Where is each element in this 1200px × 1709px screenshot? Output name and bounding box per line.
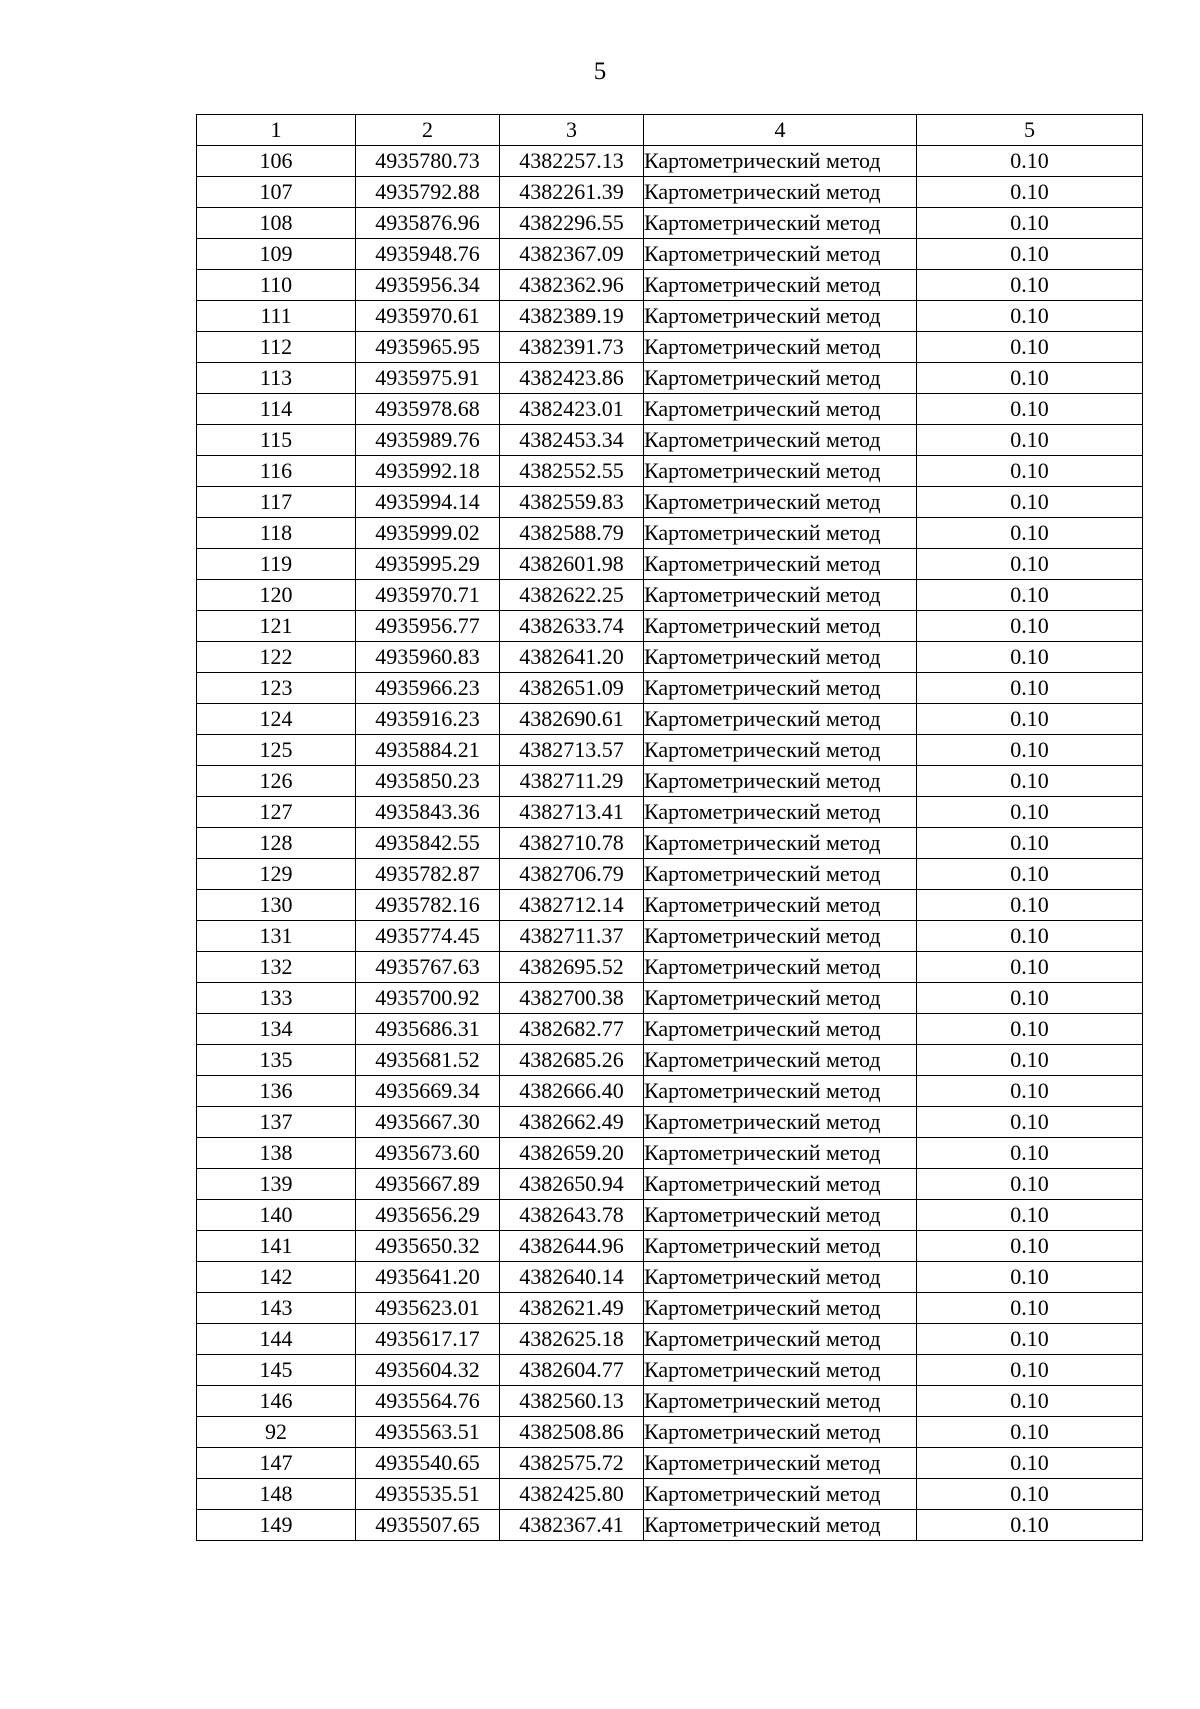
- coordinate-y-cell: 4382685.26: [500, 1045, 644, 1076]
- point-number-cell: 133: [197, 983, 356, 1014]
- point-number-cell: 138: [197, 1138, 356, 1169]
- table-row: [197, 890, 1143, 921]
- accuracy-cell: 0.10: [917, 580, 1143, 611]
- accuracy-cell: 0.10: [917, 735, 1143, 766]
- table-row: [197, 177, 1143, 208]
- method-cell: Картометрический метод: [644, 487, 917, 518]
- accuracy-cell: 0.10: [917, 487, 1143, 518]
- point-number-cell: 147: [197, 1448, 356, 1479]
- coordinate-y-cell: 4382713.57: [500, 735, 644, 766]
- point-number-cell: 129: [197, 859, 356, 890]
- method-cell: Картометрический метод: [644, 611, 917, 642]
- method-cell: Картометрический метод: [644, 580, 917, 611]
- point-number-cell: 115: [197, 425, 356, 456]
- table-row: [197, 425, 1143, 456]
- coordinate-x-cell: 4935535.51: [356, 1479, 500, 1510]
- accuracy-cell: 0.10: [917, 1262, 1143, 1293]
- coordinate-y-cell: 4382423.01: [500, 394, 644, 425]
- point-number-cell: 142: [197, 1262, 356, 1293]
- table-row: [197, 1324, 1143, 1355]
- coordinate-y-cell: 4382662.49: [500, 1107, 644, 1138]
- point-number-cell: 145: [197, 1355, 356, 1386]
- method-cell: Картометрический метод: [644, 1107, 917, 1138]
- accuracy-cell: 0.10: [917, 983, 1143, 1014]
- page-number: 5: [593, 58, 607, 85]
- coordinate-x-cell: 4935667.30: [356, 1107, 500, 1138]
- coordinate-y-cell: 4382367.41: [500, 1510, 644, 1541]
- coordinate-x-cell: 4935956.34: [356, 270, 500, 301]
- table-body: [197, 146, 1143, 1541]
- point-number-cell: 112: [197, 332, 356, 363]
- point-number-cell: 128: [197, 828, 356, 859]
- accuracy-cell: 0.10: [917, 425, 1143, 456]
- table-row: [197, 983, 1143, 1014]
- method-cell: Картометрический метод: [644, 766, 917, 797]
- point-number-cell: 118: [197, 518, 356, 549]
- table-row: [197, 704, 1143, 735]
- method-cell: Картометрический метод: [644, 1231, 917, 1262]
- accuracy-cell: 0.10: [917, 1076, 1143, 1107]
- method-cell: Картометрический метод: [644, 1479, 917, 1510]
- coordinate-y-cell: 4382650.94: [500, 1169, 644, 1200]
- coordinate-y-cell: 4382695.52: [500, 952, 644, 983]
- point-number-cell: 108: [197, 208, 356, 239]
- point-number-cell: 119: [197, 549, 356, 580]
- coordinate-y-cell: 4382622.25: [500, 580, 644, 611]
- method-cell: Картометрический метод: [644, 1200, 917, 1231]
- method-cell: Картометрический метод: [644, 1014, 917, 1045]
- table-row: [197, 1386, 1143, 1417]
- coordinate-y-cell: 4382367.09: [500, 239, 644, 270]
- accuracy-cell: 0.10: [917, 1169, 1143, 1200]
- point-number-cell: 107: [197, 177, 356, 208]
- coordinate-x-cell: 4935667.89: [356, 1169, 500, 1200]
- coordinate-y-cell: 4382588.79: [500, 518, 644, 549]
- coordinate-x-cell: 4935956.77: [356, 611, 500, 642]
- table-row: [197, 1293, 1143, 1324]
- table-row: [197, 735, 1143, 766]
- accuracy-cell: 0.10: [917, 1200, 1143, 1231]
- header-col-3: 3: [500, 115, 644, 146]
- coordinate-y-cell: 4382621.49: [500, 1293, 644, 1324]
- coordinate-x-cell: 4935673.60: [356, 1138, 500, 1169]
- method-cell: Картометрический метод: [644, 456, 917, 487]
- method-cell: Картометрический метод: [644, 239, 917, 270]
- method-cell: Картометрический метод: [644, 797, 917, 828]
- point-number-cell: 123: [197, 673, 356, 704]
- table-row: [197, 487, 1143, 518]
- method-cell: Картометрический метод: [644, 1510, 917, 1541]
- table-row: [197, 301, 1143, 332]
- coordinate-x-cell: 4935564.76: [356, 1386, 500, 1417]
- coordinate-x-cell: 4935970.61: [356, 301, 500, 332]
- method-cell: Картометрический метод: [644, 1293, 917, 1324]
- coordinate-x-cell: 4935842.55: [356, 828, 500, 859]
- accuracy-cell: 0.10: [917, 952, 1143, 983]
- coordinate-x-cell: 4935948.76: [356, 239, 500, 270]
- coordinates-table: [196, 114, 1143, 1541]
- point-number-cell: 126: [197, 766, 356, 797]
- coordinate-x-cell: 4935994.14: [356, 487, 500, 518]
- coordinate-y-cell: 4382711.37: [500, 921, 644, 952]
- point-number-cell: 144: [197, 1324, 356, 1355]
- table-row: [197, 270, 1143, 301]
- point-number-cell: 130: [197, 890, 356, 921]
- accuracy-cell: 0.10: [917, 1107, 1143, 1138]
- point-number-cell: 149: [197, 1510, 356, 1541]
- accuracy-cell: 0.10: [917, 394, 1143, 425]
- table-row: [197, 332, 1143, 363]
- coordinate-y-cell: 4382711.29: [500, 766, 644, 797]
- accuracy-cell: 0.10: [917, 177, 1143, 208]
- coordinate-y-cell: 4382423.86: [500, 363, 644, 394]
- table-row: [197, 1231, 1143, 1262]
- coordinate-x-cell: 4935995.29: [356, 549, 500, 580]
- method-cell: Картометрический метод: [644, 1386, 917, 1417]
- method-cell: Картометрический метод: [644, 425, 917, 456]
- point-number-cell: 135: [197, 1045, 356, 1076]
- coordinate-x-cell: 4935782.16: [356, 890, 500, 921]
- point-number-cell: 143: [197, 1293, 356, 1324]
- point-number-cell: 106: [197, 146, 356, 177]
- coordinate-x-cell: 4935669.34: [356, 1076, 500, 1107]
- coordinate-x-cell: 4935617.17: [356, 1324, 500, 1355]
- point-number-cell: 131: [197, 921, 356, 952]
- point-number-cell: 110: [197, 270, 356, 301]
- table-row: [197, 1510, 1143, 1541]
- method-cell: Картометрический метод: [644, 208, 917, 239]
- accuracy-cell: 0.10: [917, 859, 1143, 890]
- coordinate-x-cell: 4935965.95: [356, 332, 500, 363]
- point-number-cell: 122: [197, 642, 356, 673]
- coordinate-x-cell: 4935780.73: [356, 146, 500, 177]
- coordinate-y-cell: 4382643.78: [500, 1200, 644, 1231]
- table-row: [197, 146, 1143, 177]
- coordinate-x-cell: 4935623.01: [356, 1293, 500, 1324]
- point-number-cell: 121: [197, 611, 356, 642]
- coordinate-y-cell: 4382575.72: [500, 1448, 644, 1479]
- point-number-cell: 136: [197, 1076, 356, 1107]
- table-header-row: [197, 115, 1143, 146]
- accuracy-cell: 0.10: [917, 270, 1143, 301]
- header-col-5: 5: [917, 115, 1143, 146]
- accuracy-cell: 0.10: [917, 828, 1143, 859]
- method-cell: Картометрический метод: [644, 1138, 917, 1169]
- method-cell: Картометрический метод: [644, 394, 917, 425]
- coordinate-x-cell: 4935792.88: [356, 177, 500, 208]
- accuracy-cell: 0.10: [917, 1138, 1143, 1169]
- accuracy-cell: 0.10: [917, 1417, 1143, 1448]
- accuracy-cell: 0.10: [917, 146, 1143, 177]
- point-number-cell: 92: [197, 1417, 356, 1448]
- coordinate-x-cell: 4935681.52: [356, 1045, 500, 1076]
- table-row: [197, 859, 1143, 890]
- method-cell: Картометрический метод: [644, 301, 917, 332]
- method-cell: Картометрический метод: [644, 735, 917, 766]
- accuracy-cell: 0.10: [917, 1448, 1143, 1479]
- accuracy-cell: 0.10: [917, 1355, 1143, 1386]
- method-cell: Картометрический метод: [644, 332, 917, 363]
- point-number-cell: 125: [197, 735, 356, 766]
- point-number-cell: 127: [197, 797, 356, 828]
- point-number-cell: 117: [197, 487, 356, 518]
- coordinate-y-cell: 4382690.61: [500, 704, 644, 735]
- table-row: [197, 549, 1143, 580]
- method-cell: Картометрический метод: [644, 146, 917, 177]
- coordinate-x-cell: 4935767.63: [356, 952, 500, 983]
- table-row: [197, 828, 1143, 859]
- table-row: [197, 1107, 1143, 1138]
- accuracy-cell: 0.10: [917, 1045, 1143, 1076]
- coordinate-y-cell: 4382700.38: [500, 983, 644, 1014]
- point-number-cell: 134: [197, 1014, 356, 1045]
- point-number-cell: 148: [197, 1479, 356, 1510]
- coordinate-x-cell: 4935876.96: [356, 208, 500, 239]
- accuracy-cell: 0.10: [917, 301, 1143, 332]
- accuracy-cell: 0.10: [917, 611, 1143, 642]
- method-cell: Картометрический метод: [644, 363, 917, 394]
- method-cell: Картометрический метод: [644, 828, 917, 859]
- coordinate-y-cell: 4382640.14: [500, 1262, 644, 1293]
- accuracy-cell: 0.10: [917, 239, 1143, 270]
- coordinate-x-cell: 4935975.91: [356, 363, 500, 394]
- header-col-2: 2: [356, 115, 500, 146]
- coordinate-x-cell: 4935989.76: [356, 425, 500, 456]
- coordinate-y-cell: 4382389.19: [500, 301, 644, 332]
- table-row: [197, 797, 1143, 828]
- method-cell: Картометрический метод: [644, 1355, 917, 1386]
- coordinate-y-cell: 4382296.55: [500, 208, 644, 239]
- coordinate-y-cell: 4382604.77: [500, 1355, 644, 1386]
- coordinate-y-cell: 4382712.14: [500, 890, 644, 921]
- table-row: [197, 1138, 1143, 1169]
- method-cell: Картометрический метод: [644, 1076, 917, 1107]
- coordinate-y-cell: 4382560.13: [500, 1386, 644, 1417]
- accuracy-cell: 0.10: [917, 332, 1143, 363]
- table-row: [197, 239, 1143, 270]
- coordinate-y-cell: 4382659.20: [500, 1138, 644, 1169]
- table-row: [197, 363, 1143, 394]
- coordinate-y-cell: 4382257.13: [500, 146, 644, 177]
- method-cell: Картометрический метод: [644, 983, 917, 1014]
- point-number-cell: 137: [197, 1107, 356, 1138]
- point-number-cell: 139: [197, 1169, 356, 1200]
- accuracy-cell: 0.10: [917, 363, 1143, 394]
- coordinate-x-cell: 4935700.92: [356, 983, 500, 1014]
- table-row: [197, 394, 1143, 425]
- coordinate-x-cell: 4935782.87: [356, 859, 500, 890]
- method-cell: Картометрический метод: [644, 1448, 917, 1479]
- method-cell: Картометрический метод: [644, 642, 917, 673]
- coordinate-x-cell: 4935650.32: [356, 1231, 500, 1262]
- point-number-cell: 114: [197, 394, 356, 425]
- table-row: [197, 673, 1143, 704]
- method-cell: Картометрический метод: [644, 890, 917, 921]
- table-row: [197, 456, 1143, 487]
- coordinate-y-cell: 4382559.83: [500, 487, 644, 518]
- table-row: [197, 766, 1143, 797]
- method-cell: Картометрический метод: [644, 1045, 917, 1076]
- table-row: [197, 1448, 1143, 1479]
- coordinate-x-cell: 4935774.45: [356, 921, 500, 952]
- coordinate-x-cell: 4935540.65: [356, 1448, 500, 1479]
- table-row: [197, 580, 1143, 611]
- table-row: [197, 1355, 1143, 1386]
- method-cell: Картометрический метод: [644, 859, 917, 890]
- coordinate-y-cell: 4382633.74: [500, 611, 644, 642]
- coordinate-y-cell: 4382362.96: [500, 270, 644, 301]
- accuracy-cell: 0.10: [917, 704, 1143, 735]
- coordinate-y-cell: 4382601.98: [500, 549, 644, 580]
- accuracy-cell: 0.10: [917, 1324, 1143, 1355]
- accuracy-cell: 0.10: [917, 673, 1143, 704]
- coordinate-x-cell: 4935978.68: [356, 394, 500, 425]
- accuracy-cell: 0.10: [917, 642, 1143, 673]
- coordinate-x-cell: 4935563.51: [356, 1417, 500, 1448]
- accuracy-cell: 0.10: [917, 1293, 1143, 1324]
- coordinate-x-cell: 4935686.31: [356, 1014, 500, 1045]
- table-row: [197, 1479, 1143, 1510]
- method-cell: Картометрический метод: [644, 952, 917, 983]
- table-row: [197, 921, 1143, 952]
- coordinate-x-cell: 4935656.29: [356, 1200, 500, 1231]
- point-number-cell: 132: [197, 952, 356, 983]
- coordinate-x-cell: 4935960.83: [356, 642, 500, 673]
- accuracy-cell: 0.10: [917, 456, 1143, 487]
- point-number-cell: 109: [197, 239, 356, 270]
- coordinate-y-cell: 4382453.34: [500, 425, 644, 456]
- method-cell: Картометрический метод: [644, 1324, 917, 1355]
- table-row: [197, 952, 1143, 983]
- coordinate-y-cell: 4382682.77: [500, 1014, 644, 1045]
- coordinate-y-cell: 4382425.80: [500, 1479, 644, 1510]
- coordinate-x-cell: 4935992.18: [356, 456, 500, 487]
- coordinate-x-cell: 4935507.65: [356, 1510, 500, 1541]
- coordinate-x-cell: 4935916.23: [356, 704, 500, 735]
- point-number-cell: 111: [197, 301, 356, 332]
- coordinate-x-cell: 4935850.23: [356, 766, 500, 797]
- accuracy-cell: 0.10: [917, 1479, 1143, 1510]
- method-cell: Картометрический метод: [644, 1169, 917, 1200]
- method-cell: Картометрический метод: [644, 704, 917, 735]
- accuracy-cell: 0.10: [917, 890, 1143, 921]
- method-cell: Картометрический метод: [644, 1262, 917, 1293]
- accuracy-cell: 0.10: [917, 518, 1143, 549]
- table-row: [197, 1076, 1143, 1107]
- coordinate-x-cell: 4935966.23: [356, 673, 500, 704]
- coordinate-y-cell: 4382644.96: [500, 1231, 644, 1262]
- accuracy-cell: 0.10: [917, 549, 1143, 580]
- coordinate-y-cell: 4382651.09: [500, 673, 644, 704]
- accuracy-cell: 0.10: [917, 1014, 1143, 1045]
- table-row: [197, 1417, 1143, 1448]
- method-cell: Картометрический метод: [644, 549, 917, 580]
- accuracy-cell: 0.10: [917, 921, 1143, 952]
- coordinate-x-cell: 4935843.36: [356, 797, 500, 828]
- coordinate-y-cell: 4382508.86: [500, 1417, 644, 1448]
- method-cell: Картометрический метод: [644, 518, 917, 549]
- coordinate-y-cell: 4382710.78: [500, 828, 644, 859]
- coordinate-y-cell: 4382552.55: [500, 456, 644, 487]
- accuracy-cell: 0.10: [917, 766, 1143, 797]
- method-cell: Картометрический метод: [644, 177, 917, 208]
- coordinate-x-cell: 4935970.71: [356, 580, 500, 611]
- coordinate-y-cell: 4382641.20: [500, 642, 644, 673]
- coordinate-y-cell: 4382666.40: [500, 1076, 644, 1107]
- header-col-1: 1: [197, 115, 356, 146]
- method-cell: Картометрический метод: [644, 673, 917, 704]
- accuracy-cell: 0.10: [917, 1510, 1143, 1541]
- accuracy-cell: 0.10: [917, 797, 1143, 828]
- coordinate-x-cell: 4935641.20: [356, 1262, 500, 1293]
- accuracy-cell: 0.10: [917, 208, 1143, 239]
- coordinate-y-cell: 4382261.39: [500, 177, 644, 208]
- table-row: [197, 611, 1143, 642]
- coordinate-y-cell: 4382713.41: [500, 797, 644, 828]
- table-row: [197, 208, 1143, 239]
- table-row: [197, 1169, 1143, 1200]
- table-row: [197, 1200, 1143, 1231]
- accuracy-cell: 0.10: [917, 1231, 1143, 1262]
- table-row: [197, 1262, 1143, 1293]
- coordinate-y-cell: 4382391.73: [500, 332, 644, 363]
- point-number-cell: 120: [197, 580, 356, 611]
- coordinate-y-cell: 4382706.79: [500, 859, 644, 890]
- table-row: [197, 518, 1143, 549]
- table-row: [197, 642, 1143, 673]
- table-row: [197, 1045, 1143, 1076]
- method-cell: Картометрический метод: [644, 270, 917, 301]
- coordinate-x-cell: 4935884.21: [356, 735, 500, 766]
- table-row: [197, 1014, 1143, 1045]
- coordinate-x-cell: 4935604.32: [356, 1355, 500, 1386]
- point-number-cell: 140: [197, 1200, 356, 1231]
- coordinate-y-cell: 4382625.18: [500, 1324, 644, 1355]
- method-cell: Картометрический метод: [644, 921, 917, 952]
- header-col-4: 4: [644, 115, 917, 146]
- point-number-cell: 113: [197, 363, 356, 394]
- coordinate-x-cell: 4935999.02: [356, 518, 500, 549]
- accuracy-cell: 0.10: [917, 1386, 1143, 1417]
- point-number-cell: 116: [197, 456, 356, 487]
- method-cell: Картометрический метод: [644, 1417, 917, 1448]
- point-number-cell: 141: [197, 1231, 356, 1262]
- point-number-cell: 124: [197, 704, 356, 735]
- point-number-cell: 146: [197, 1386, 356, 1417]
